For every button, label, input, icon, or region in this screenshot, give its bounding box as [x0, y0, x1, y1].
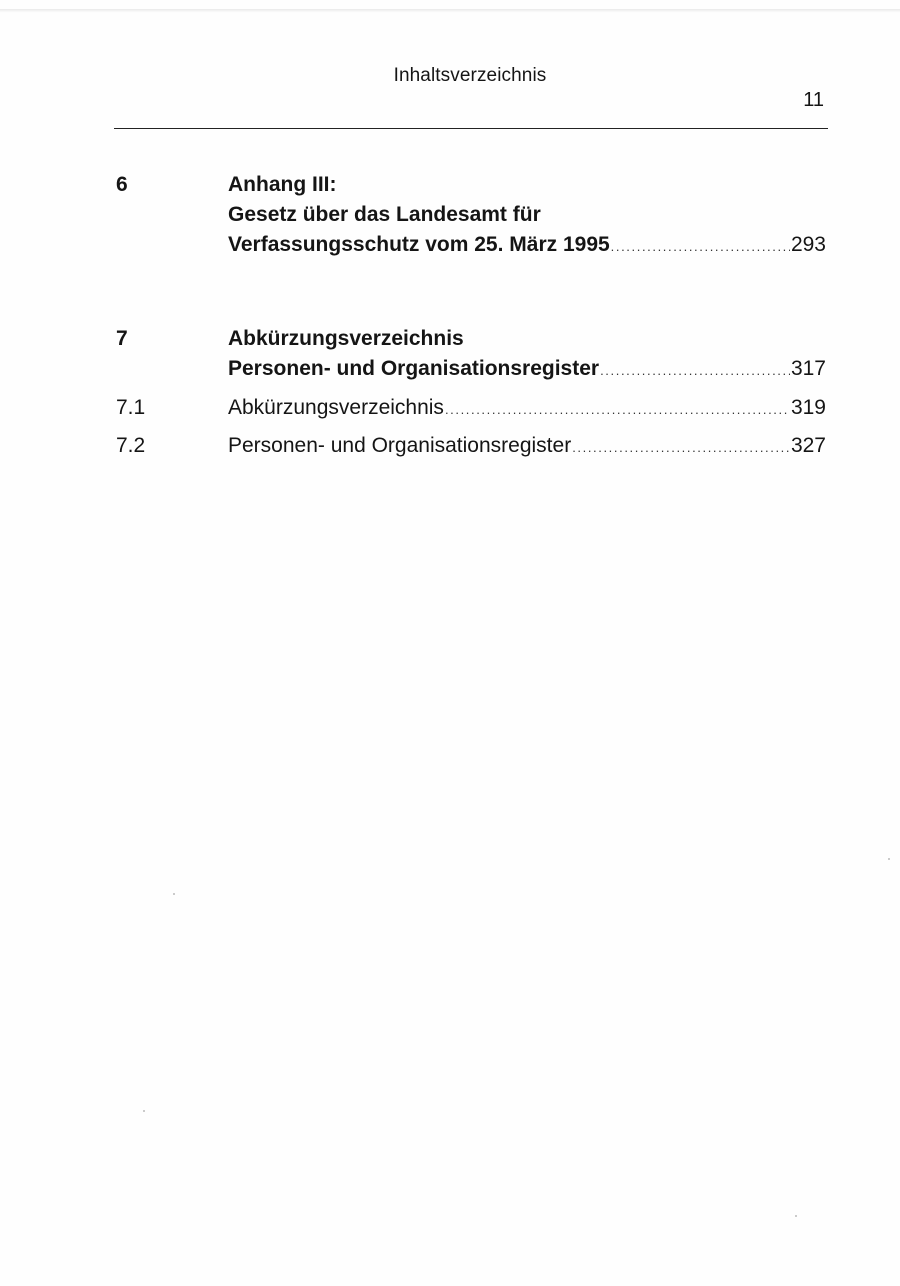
- page-number: 11: [803, 89, 824, 111]
- chapter-number: 6: [116, 173, 128, 196]
- chapter-title-line: Anhang III:: [228, 173, 337, 196]
- chapter-title-line: Personen- und Organisationsregister: [228, 357, 600, 380]
- section-title: Abkürzungsverzeichnis: [228, 396, 444, 419]
- running-header-title: Inhaltsverzeichnis: [393, 65, 547, 86]
- toc-page-number: 319: [790, 396, 826, 419]
- section-number: 7.1: [116, 396, 146, 419]
- dot-leader: [445, 395, 790, 425]
- toc-page-number: 317: [790, 357, 826, 380]
- chapter-title-line: Abkürzungsverzeichnis: [228, 327, 464, 350]
- section-title: Personen- und Organisationsregister: [228, 434, 572, 457]
- chapter-title-line: Gesetz über das Landesamt für: [228, 203, 541, 226]
- chapter-number: 7: [116, 327, 128, 350]
- scan-edge-shadow: [0, 9, 900, 13]
- toc-page-number: 293: [790, 233, 826, 256]
- toc-page-number: 327: [790, 434, 826, 457]
- dot-leader: [611, 232, 790, 262]
- toc-entry-chapter-7: [114, 324, 826, 384]
- scan-speck: [888, 858, 890, 860]
- toc-entry-chapter-6: [114, 170, 826, 260]
- scan-speck: [173, 893, 175, 895]
- dot-leader: [600, 356, 790, 386]
- scan-speck: [795, 1215, 797, 1217]
- chapter-title-line: Verfassungsschutz vom 25. März 1995: [228, 233, 610, 256]
- toc-entry-section-7-2: [114, 431, 826, 461]
- scan-speck: [143, 1110, 145, 1112]
- dot-leader: [572, 433, 790, 463]
- section-number: 7.2: [116, 434, 146, 457]
- header-rule: [114, 128, 828, 129]
- toc-entry-section-7-1: [114, 393, 826, 423]
